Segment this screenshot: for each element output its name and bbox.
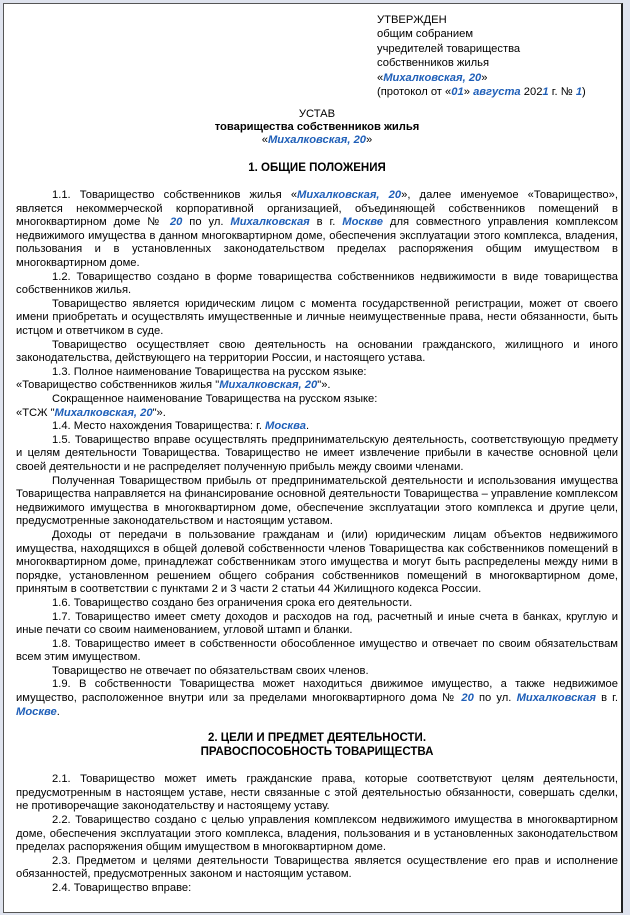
approval-line: собственников жилья bbox=[377, 57, 490, 70]
approval-name: «Михалковская, 20» bbox=[377, 71, 488, 84]
paragraph: 1.4. Место нахождения Товарищества: г. Москва. bbox=[52, 420, 310, 433]
paragraph: Сокращенное наименование Товарищества на русском языке: bbox=[52, 393, 378, 406]
paragraph: 1.7. Товарищество имеет смету доходов и расходов на год, расчетный и иные счета в банках, круглую и иные печати со своим наименованием, угловой штамп и бланки. bbox=[16, 610, 618, 637]
approval-line: учредителей товарищества bbox=[377, 42, 521, 55]
section-heading: 2. ЦЕЛИ И ПРЕДМЕТ ДЕЯТЕЛЬНОСТИ. ПРАВОСПОСОБНОСТЬ ТОВАРИЩЕСТВА bbox=[200, 732, 434, 758]
paragraph: «Товарищество собственников жилья "Михалковская, 20"». bbox=[16, 379, 331, 392]
paragraph: Товарищество осуществляет свою деятельность на основании гражданского, жилищного и иного законодательства, действующего на территории России, и настоящего устава. bbox=[16, 338, 618, 365]
paragraph: 1.9. В собственности Товарищества может находиться движимое имущество, а также недвижимое имущество, расположенное внутри или за пределами многоквартирного дома № 20 по ул. Михалковская в г. Москве. bbox=[16, 678, 619, 718]
paragraph: Полученная Товариществом прибыль от предпринимательской деятельности и использования имущества Товарищества направляется на финансирование основной деятельности Товарищества – управление комплексом недвижимого имущества в многоквартирном доме, обеспечение эксплуатации этого комплекса и другие цели, предусмотренные законодательством и настоящим уставом. bbox=[16, 474, 618, 528]
paragraph: 1.2. Товарищество создано в форме товарищества собственников недвижимости в виде товарищества собственников жилья. bbox=[16, 270, 618, 297]
paragraph: 2.1. Товарищество может иметь гражданские права, которые соответствуют целям деятельности, предусмотренным в настоящем уставе, нести связанные с этой деятельностью обязанности, совершать сделки, не противоречащие законодательству и настоящему уставу. bbox=[16, 773, 618, 813]
document-body bbox=[16, 108, 618, 896]
paragraph: 2.3. Предметом и целями деятельности Товарищества является осуществление его прав и исполнение обязанностей, предусмотренных законом и настоящим уставом. bbox=[16, 854, 618, 881]
approval-stamp bbox=[377, 13, 617, 99]
paragraph: 1.8. Товарищество имеет в собственности обособленное имущество и отвечает по своим обязательствам всем этим имуществом. bbox=[16, 637, 618, 664]
paragraph: Доходы от передачи в пользование гражданам и (или) юридическим лицам объектов недвижимого имущества, находящихся в общей долевой собственности членов Товарищества как собственников помещений в многоквартирном доме, принадлежат собственникам этого имущества и могут быть распределены между ними в порядке, установленном решением общего собрания собственников помещений в многоквартирном доме, принятым в соответствии с пунктами 2 и 3 части 2 статьи 44 Жилищного кодекса России. bbox=[16, 528, 618, 596]
approval-line: общим собранием bbox=[377, 28, 474, 41]
document-page bbox=[3, 3, 623, 913]
paragraph: 1.3. Полное наименование Товарищества на русском языке: bbox=[52, 365, 367, 378]
paragraph: 2.4. Товарищество вправе: bbox=[52, 882, 192, 895]
paragraph: 1.5. Товарищество вправе осуществлять предпринимательскую деятельность, соответствующую предмету и целям деятельности Товарищества. Товарищество не имеет извлечение прибыли в качестве основной цели своей деятельности и не распределяет полученную прибыль между своими членами. bbox=[16, 433, 618, 473]
paragraph: 1.6. Товарищество создано без ограничения срока его деятельности. bbox=[52, 596, 413, 609]
title-name: «Михалковская, 20» bbox=[261, 134, 373, 147]
approval-line: УТВЕРЖДЕН bbox=[377, 14, 447, 26]
title-line: товарищества собственников жилья bbox=[214, 121, 420, 134]
document-title bbox=[16, 108, 618, 148]
section-heading: 1. ОБЩИЕ ПОЛОЖЕНИЯ bbox=[248, 161, 386, 174]
paragraph: «ТСЖ "Михалковская, 20"». bbox=[16, 406, 166, 419]
paragraph: Товарищество является юридическим лицом с момента государственной регистрации, может от своего имени приобретать и осуществлять имущественные и личные неимущественные права, нести обязанности, быть истцом и ответчиком в суде. bbox=[16, 297, 618, 338]
title-line: УСТАВ bbox=[298, 108, 336, 120]
paragraph: 1.1. Товарищество собственников жилья «Михалковская, 20», далее именуемое «Товарищество», является некоммерческой корпоративной организацией, объединяющей собственников помещений в многоквартирном доме № 20 по ул. Михалковская в г. Москве для совместного управления комплексом недвижимого имущества в данном многоквартирном доме, обеспечения эксплуатации этого комплекса, владения, пользования и в установленных законодательством пределах распоряжения общим имуществом в многоквартирном доме. bbox=[16, 189, 619, 270]
paragraph: Товарищество не отвечает по обязательствам своих членов. bbox=[52, 664, 369, 677]
approval-protocol: (протокол от «01» августа 2021 г. № 1) bbox=[377, 86, 586, 99]
paragraph: 2.2. Товарищество создано с целью управления комплексом недвижимого имущества в многоквартирном доме, обеспечения эксплуатации этого комплекса, владения, пользования и в установленных законодательством пределах распоряжения общим имуществом в многоквартирном доме. bbox=[16, 814, 618, 854]
